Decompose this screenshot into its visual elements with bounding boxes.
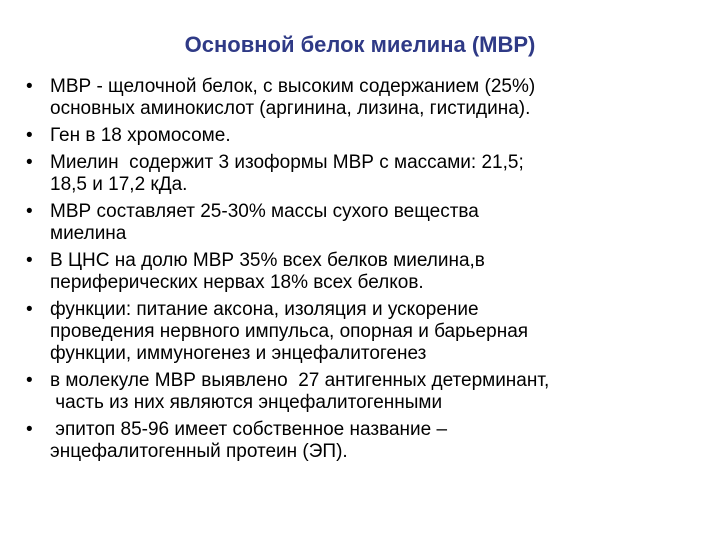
- bullet-line: миелина: [50, 223, 127, 244]
- bullet-line: функции: питание аксона, изоляция и ускорение: [50, 299, 479, 320]
- bullet-list: [26, 76, 696, 468]
- bullet-line: МВР - щелочной белок, с высоким содержанием (25%): [50, 76, 536, 97]
- bullet-line: Миелин содержит 3 изоформы МВР с массами: 21,5;: [50, 152, 524, 173]
- bullet-line: эпитоп 85-96 имеет собственное название –: [50, 419, 448, 440]
- bullet-dot: •: [26, 250, 33, 271]
- bullet-line: периферических нервах 18% всех белков.: [50, 272, 424, 293]
- bullet-item: [26, 419, 696, 463]
- bullet-dot: •: [26, 125, 33, 146]
- bullet-line: 18,5 и 17,2 кДа.: [50, 174, 188, 195]
- bullet-item: [26, 370, 696, 414]
- bullet-item: [26, 125, 696, 147]
- bullet-dot: •: [26, 152, 33, 173]
- bullet-line: в молекуле МВР выявлено 27 антигенных детерминант,: [50, 370, 550, 391]
- bullet-line: основных аминокислот (аргинина, лизина, гистидина).: [50, 98, 531, 119]
- bullet-item: [26, 299, 696, 365]
- bullet-line: МВР составляет 25-30% массы сухого вещества: [50, 201, 479, 222]
- bullet-dot: •: [26, 201, 33, 222]
- slide-title: Основной белок миелина (МВР): [184, 32, 536, 57]
- bullet-dot: •: [26, 76, 33, 97]
- bullet-line: Ген в 18 хромосоме.: [50, 125, 231, 146]
- bullet-item: [26, 152, 696, 196]
- bullet-line: В ЦНС на долю МВР 35% всех белков миелина,в: [50, 250, 485, 271]
- bullet-line: энцефалитогенный протеин (ЭП).: [50, 441, 348, 462]
- bullet-line: функции, иммуногенез и энцефалитогенез: [50, 343, 427, 364]
- bullet-line: часть из них являются энцефалитогенными: [50, 392, 443, 413]
- bullet-dot: •: [26, 370, 33, 391]
- bullet-dot: •: [26, 419, 33, 440]
- bullet-dot: •: [26, 299, 33, 320]
- bullet-item: [26, 201, 696, 245]
- bullet-item: [26, 250, 696, 294]
- bullet-line: проведения нервного импульса, опорная и барьерная: [50, 321, 529, 342]
- bullet-item: [26, 76, 696, 120]
